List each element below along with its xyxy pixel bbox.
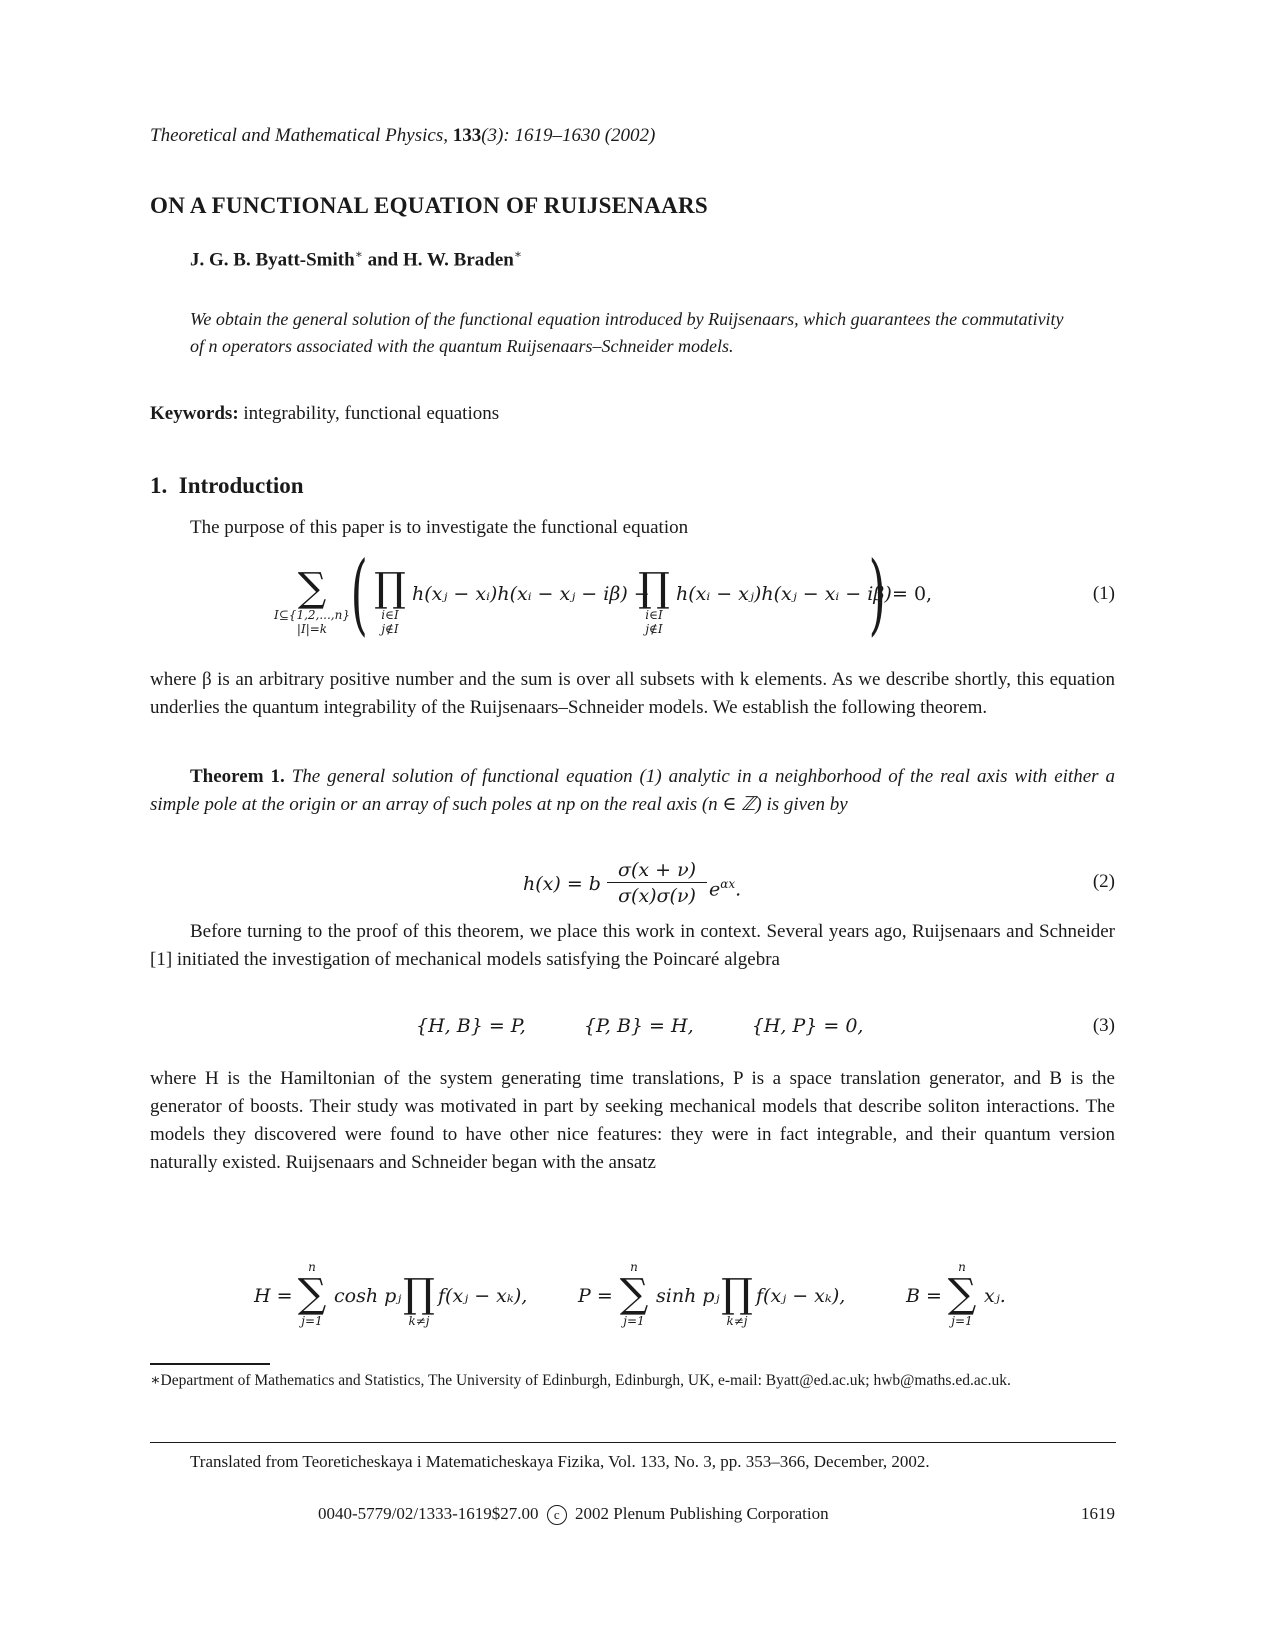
eq1-term-2: h(xᵢ − xⱼ)h(xⱼ − xᵢ − iβ) — [676, 583, 892, 605]
section-heading — [150, 472, 304, 500]
section-title: Introduction — [178, 473, 304, 498]
equation-ansatz — [254, 1260, 1014, 1334]
eq3-part-2: {P, B} = H, — [583, 1015, 694, 1037]
eq3-part-3: {H, P} = 0, — [751, 1015, 864, 1037]
ansatz-h-lhs: H = — [254, 1285, 293, 1307]
sum-bottom: j=1 — [301, 1314, 323, 1328]
product-symbol: ∏ — [638, 565, 670, 611]
footnote: ∗Department of Mathematics and Statistics, The University of Edinburgh, Edinburgh, UK, e-mail: Byatt@ed.ac.uk; hwb@maths.ed.ac.uk. — [150, 1372, 1011, 1389]
equation-2 — [523, 858, 823, 914]
sum-bottom: j=1 — [623, 1314, 645, 1328]
paragraph-2: where β is an arbitrary positive number and the sum is over all subsets with k elements. As we describe shortly, this equation underlies the quantum integrability of the Ruijsenaars–Schneider models. We establish the following theorem. — [150, 669, 1115, 718]
sum-symbol: ∑ — [619, 1271, 649, 1317]
theorem-text: The general solution of functional equation (1) analytic in a neighborhood of the real axis with either a simple pole at the origin or an array of such poles at np on the real axis (n ∈ ℤ) is given by — [150, 766, 1115, 815]
ansatz-h-term: cosh pⱼ — [334, 1285, 402, 1307]
page-number: 1619 — [1081, 1504, 1115, 1523]
ansatz-p-term: sinh pⱼ — [656, 1285, 720, 1307]
prod-subscript-2: j∉I — [381, 622, 399, 636]
journal-name: Theoretical and Mathematical Physics, — [150, 125, 448, 146]
keywords-label: Keywords: — [150, 403, 239, 424]
equation-1 — [262, 542, 982, 648]
eq1-term-1: h(xⱼ − xᵢ)h(xᵢ − xⱼ − iβ) − — [412, 583, 650, 605]
sum-subscript-2: |I|=k — [296, 622, 328, 636]
prod-bottom: k≠j — [408, 1314, 430, 1328]
ansatz-p-prod: f(xⱼ − xₖ), — [756, 1285, 846, 1307]
sum-subscript-1: I⊆{1,2,...,n} — [274, 608, 350, 622]
equation-number-1: (1) — [1092, 583, 1115, 604]
prod-bottom: k≠j — [726, 1314, 748, 1328]
eq2-exp-sup: αx — [720, 877, 736, 891]
sum-top: n — [308, 1260, 316, 1274]
abstract: We obtain the general solution of the functional equation introduced by Ruijsenaars, which guarantees the commutativity of n operators associated with the quantum Ruijsenaars–Schneider models. — [190, 309, 1064, 356]
affiliation-mark: ∗ — [354, 247, 363, 261]
footnote-rule — [150, 1363, 270, 1365]
product-symbol: ∏ — [721, 1271, 753, 1317]
prod-subscript-2: j∉I — [645, 622, 663, 636]
translation-note: Translated from Teoreticheskaya i Matematicheskaya Fizika, Vol. 133, No. 3, pp. 353–366, December, 2002. — [190, 1452, 930, 1471]
product-symbol: ∏ — [374, 565, 406, 611]
left-paren: ( — [350, 542, 368, 645]
author-conjunction: and — [367, 249, 399, 271]
theorem-1 — [150, 763, 1115, 819]
eq2-denominator: σ(x)σ(ν) — [618, 885, 696, 907]
eq1-rhs: = 0, — [892, 583, 933, 605]
right-paren: ) — [868, 542, 886, 645]
prod-subscript-1: i∈I — [645, 608, 663, 622]
equation-number-3: (3) — [1092, 1015, 1115, 1036]
paragraph-3: Before turning to the proof of this theorem, we place this work in context. Several years ago, Ruijsenaars and Schneider [1] initiated the investigation of mechanical models satisfying the Poincaré algebra — [150, 921, 1115, 970]
paragraph-intro: The purpose of this paper is to investigate the functional equation — [190, 517, 689, 538]
sum-symbol: ∑ — [947, 1271, 977, 1317]
eq2-exp-base: e — [709, 878, 721, 901]
ansatz-b-term: xⱼ. — [984, 1285, 1006, 1307]
section-number: 1. — [150, 473, 168, 498]
equation-number-2: (2) — [1092, 871, 1115, 892]
author-2: H. W. Braden — [402, 249, 514, 271]
sum-bottom: j=1 — [951, 1314, 973, 1328]
author-1: J. G. B. Byatt-Smith — [190, 249, 355, 271]
eq2-lhs: h(x) = b — [523, 873, 601, 895]
journal-citation — [150, 122, 655, 150]
product-symbol: ∏ — [403, 1271, 435, 1317]
copyright-symbol: c — [547, 1505, 567, 1525]
paper-title: ON A FUNCTIONAL EQUATION OF RUIJSENAARS — [150, 193, 709, 218]
ansatz-h-prod: f(xⱼ − xₖ), — [438, 1285, 528, 1307]
eq3-part-1: {H, B} = P, — [416, 1015, 526, 1037]
journal-volume: 133 — [452, 125, 482, 146]
prod-subscript-1: i∈I — [381, 608, 399, 622]
theorem-label: Theorem 1. — [190, 766, 285, 787]
paragraph-4: where H is the Hamiltonian of the system generating time translations, P is a space translation generator, and B is the generator of boosts. Their study was motivated in part by seeking mechanical models that describe soliton interactions. The models they discovered were found to have other nice features: they were in fact integrable, and their quantum version naturally existed. Ruijsenaars and Schneider began with the ansatz — [150, 1068, 1115, 1173]
eq2-end: . — [735, 878, 742, 901]
sum-top: n — [958, 1260, 966, 1274]
sum-symbol: ∑ — [297, 565, 327, 611]
eq2-numerator: σ(x + ν) — [617, 859, 697, 881]
sum-symbol: ∑ — [297, 1271, 327, 1317]
footer-rule — [150, 1442, 1116, 1443]
ansatz-b-lhs: B = — [906, 1285, 942, 1307]
journal-issue-pages: (3): 1619–1630 (2002) — [481, 125, 656, 146]
copyright-text: 2002 Plenum Publishing Corporation — [575, 1504, 829, 1523]
copyright-line — [318, 1500, 829, 1528]
issn: 0040-5779/02/1333-1619$27.00 — [318, 1504, 539, 1523]
keywords — [150, 400, 499, 428]
authors — [190, 240, 522, 274]
ansatz-p-lhs: P = — [578, 1285, 613, 1307]
keywords-text: integrability, functional equations — [243, 403, 500, 424]
affiliation-mark: ∗ — [513, 247, 523, 261]
sum-top: n — [630, 1260, 638, 1274]
equation-3 — [416, 1012, 863, 1040]
